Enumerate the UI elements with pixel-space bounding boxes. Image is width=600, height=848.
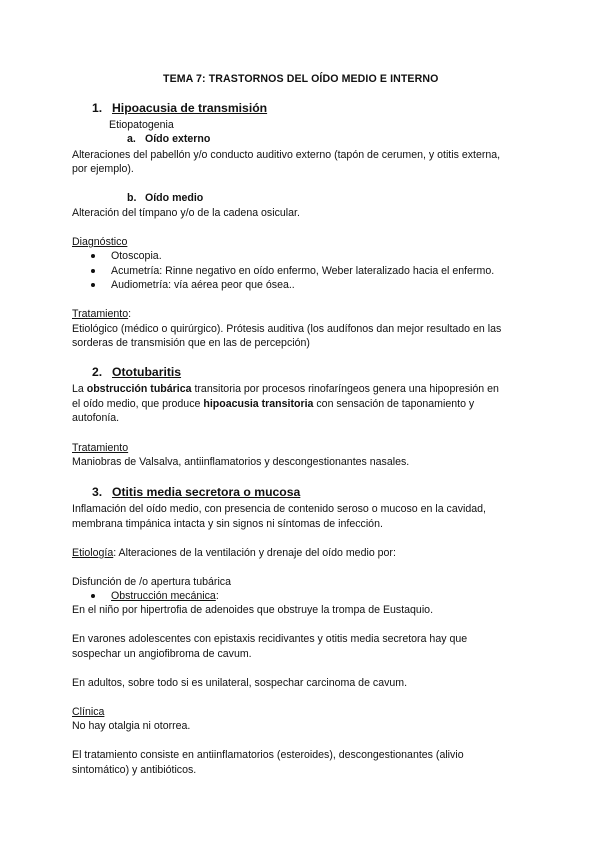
tratamiento-3-text-line-2: sintomático) y antibióticos. [72, 764, 197, 776]
section-1-title: Hipoacusia de transmisión [112, 101, 268, 115]
section-2-number: 2. [92, 365, 103, 379]
tratamiento-1-text-line-1: Etiológico (médico o quirúrgico). Prótesis auditiva (los audífonos dan mejor resultado en las [72, 323, 502, 335]
subsection-b-number: b. [127, 192, 137, 204]
oido-externo-text-line-1: Alteraciones del pabellón y/o conducto auditivo externo (tapón de cerumen, y otitis externa, [72, 149, 501, 161]
section-3-title: Otitis media secretora o mucosa [112, 485, 301, 499]
otitis-text-line-2: membrana timpánica intacta y sin signos ni síntomas de infección. [72, 518, 383, 530]
tratamiento-2-label: Tratamiento [72, 442, 129, 454]
diagnostico-label: Diagnóstico [72, 236, 128, 248]
section-3-number: 3. [92, 485, 103, 499]
bullet-icon [91, 254, 95, 258]
disfuncion-text: Disfunción de /o apertura tubárica [72, 576, 231, 588]
tratamiento-3-text-line-1: El tratamiento consiste en antiinflamatorios (esteroides), descongestionantes (alivio [72, 749, 464, 761]
etiologia-line: Etiología: Alteraciones de la ventilación y drenaje del oído medio por: [72, 547, 396, 559]
ototubaritis-text-line-3: autofonía. [72, 412, 120, 424]
tratamiento-1-label: Tratamiento: [72, 308, 132, 320]
subsection-a-number: a. [127, 133, 136, 145]
document-page: TEMA 7: TRASTORNOS DEL OÍDO MEDIO E INTERNO 1. Hipoacusia de transmisión Etiopatogenia a. Oído externo Alteraciones del pabellón y/o conducto auditivo externo (tapón de cerumen, y otitis externa, por ejemplo). b. Oído medio Alteración del tímpano y/o de la cadena osicular. Diagnóstico Otoscopia. Acumetría: Rinne negativo en oído enfermo, Weber lateralizado hacia el enfermo. Audiometría: vía aérea peor que ósea.. Tratamiento: Etiológico (médico o quirúrgico). Prótesis auditiva (los audífonos dan mejor resultado en las sorderas de transmisión que en las de percepción) 2. Ototubaritis La obstrucción tubárica transitoria por procesos rinofaríngeos genera una hipopresión en el oído medio, que produce hipoacusia transitoria con sensación de taponamiento y autofonía. Tratamiento Maniobras de Valsalva, antiinflamatorios y descongestionantes nasales. 3. Otitis media secretora o mucosa Inflamación del oído medio, con presencia de contenido seroso o mucoso en la cavidad, membrana timpánica intacta y sin signos ni síntomas de infección. Etiología: Alteraciones de la ventilación y drenaje del oído medio por: Disfunción de /o apertura tubárica Obstrucción mecánica: En el niño por hipertrofia de adenoides que obstruye la trompa de Eustaquio. En varones adolescentes con epistaxis recidivantes y otitis media secretora hay que sospechar un angiofibroma de cavum. En adultos, sobre todo si es unilateral, sospechar carcinoma de cavum. Clínica No hay otalgia ni otorrea. El tratamiento consiste en antiinflamatorios (esteroides), descongestionantes (alivio sintomático) y antibióticos. [72, 73, 502, 776]
bullet-icon [91, 269, 95, 273]
document-title: TEMA 7: TRASTORNOS DEL OÍDO MEDIO E INTERNO [163, 73, 439, 85]
subsection-b-title: Oído medio [145, 192, 204, 204]
section-2-title: Ototubaritis [112, 365, 182, 379]
nino-text: En el niño por hipertrofia de adenoides que obstruye la trompa de Eustaquio. [72, 604, 434, 616]
section-1-number: 1. [92, 101, 103, 115]
ototubaritis-text-line-1: La obstrucción tubárica transitoria por procesos rinofaríngeos genera una hipopresión en [72, 383, 499, 395]
ototubaritis-text-line-2: el oído medio, que produce hipoacusia transitoria con sensación de taponamiento y [72, 398, 475, 410]
tratamiento-1-text-line-2: sorderas de transmisión que en las de percepción) [72, 337, 310, 349]
varones-text-line-1: En varones adolescentes con epistaxis recidivantes y otitis media secretora hay que [72, 633, 468, 645]
clinica-label: Clínica [72, 706, 105, 718]
bullet-icon [91, 594, 95, 598]
adultos-text: En adultos, sobre todo si es unilateral, sospechar carcinoma de cavum. [72, 677, 408, 689]
oido-externo-text-line-2: por ejemplo). [72, 163, 134, 175]
otitis-text-line-1: Inflamación del oído medio, con presencia de contenido seroso o mucoso en la cavidad, [72, 503, 486, 515]
varones-text-line-2: sospechar un angiofibroma de cavum. [72, 648, 252, 660]
tratamiento-2-text: Maniobras de Valsalva, antiinflamatorios y descongestionantes nasales. [72, 456, 410, 468]
etiologia-label: Etiología [72, 547, 114, 559]
oido-medio-text: Alteración del tímpano y/o de la cadena osicular. [72, 207, 300, 219]
etiopatogenia-label: Etiopatogenia [109, 119, 174, 131]
bullet-icon [91, 283, 95, 287]
clinica-text: No hay otalgia ni otorrea. [72, 720, 191, 732]
subsection-a-title: Oído externo [145, 133, 211, 145]
